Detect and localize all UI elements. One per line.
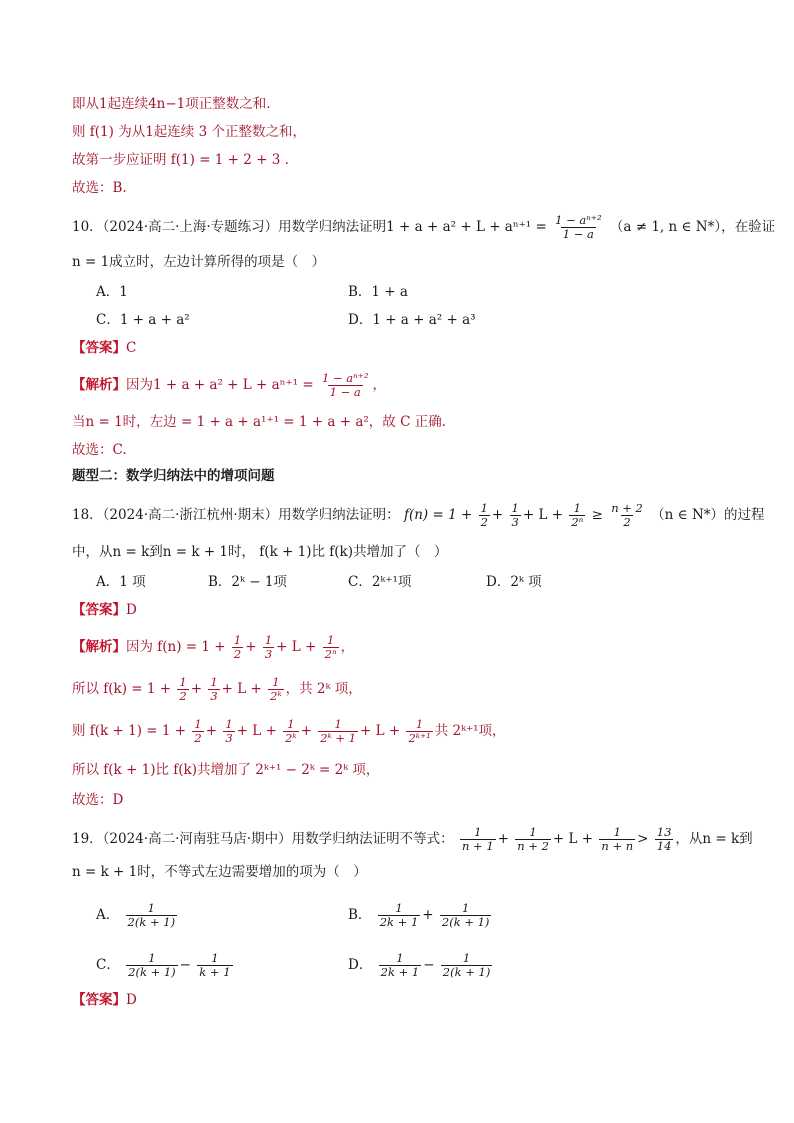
question-19-stem-line2: n = k + 1时，不等式左边需要增加的项为（ ） <box>72 864 367 880</box>
explanation-line: 【解析】因为1 + a + a² + L + aⁿ⁺¹ = $\frac{\text{1 − aⁿ⁺²}}{1 - a}$ ， <box>72 371 386 399</box>
question-18-stem: 18．（2024·高二·浙江杭州·期末）用数学归纳法证明： f(n) = 1 + $\frac{1}{2}$ + $\frac{1}{3}$ + L + $\frac{1}{\text{2ⁿ}}$ ≥ $\frac{n + 2}{2}$ （n ∈ N*）的过程 <box>72 501 765 529</box>
fraction: $\frac{\text{1 − aⁿ⁺²}}{1 - a}$ <box>321 371 369 399</box>
option-d: D．2ᵏ 项 <box>486 574 542 590</box>
answer-tag: 【答案】 <box>72 340 126 356</box>
explanation-line: 即从1起连续4n−1项正整数之和. <box>72 96 271 112</box>
answer-selection: 故选：B. <box>72 180 127 196</box>
question-10-stem: 10．（2024·高二·上海·专题练习）用数学归纳法证明1 + a + a² + L + aⁿ⁺¹ = $\frac{\text{1 − aⁿ⁺²}}{1 - a}$ （a ≠ 1, n ∈ N*），在验证 <box>72 213 776 241</box>
explanation-line: 则 f(1) 为从1起连续 3 个正整数之和， <box>72 124 306 140</box>
answer-selection: 故选：D <box>72 792 124 808</box>
explanation-line: 所以 f(k) = 1 + $\frac{1}{2}$ + $\frac{1}{3}$ + L + $\frac{1}{\text{2ᵏ}}$ ，共 2ᵏ 项， <box>72 675 362 703</box>
explanation-line: 故第一步应证明 f(1) = 1 + 2 + 3 . <box>72 152 289 168</box>
fraction: $\frac{\text{1 − aⁿ⁺²}}{1 - a}$ <box>555 213 602 241</box>
question-18-stem-line2: 中，从n = k到n = k + 1时， f(k + 1)比 f(k)共增加了（ ） <box>72 544 448 560</box>
option-a: A． $\frac{1}{2(k + 1)}$ <box>96 901 176 929</box>
explanation-line: 所以 f(k + 1)比 f(k)共增加了 2ᵏ⁺¹ − 2ᵏ = 2ᵏ 项， <box>72 762 380 778</box>
explanation-tag: 【解析】 <box>72 377 126 393</box>
explanation-tag: 【解析】 <box>72 639 126 655</box>
answer-line: 【答案】C <box>72 340 137 356</box>
answer-tag: 【答案】 <box>72 992 126 1008</box>
answer-selection: 故选：C. <box>72 442 127 458</box>
explanation-line: 【解析】因为 f(n) = 1 + $\frac{1}{2}$ + $\frac{1}{3}$ + L + $\frac{1}{\text{2ⁿ}}$ ， <box>72 633 355 661</box>
option-c: C． $\frac{1}{2(k + 1)}$ − $\frac{1}{k + 1}$ <box>96 951 231 979</box>
question-10-stem-line2: n = 1成立时，左边计算所得的项是（ ） <box>72 254 326 270</box>
answer-tag: 【答案】 <box>72 602 126 618</box>
option-b: B． $\frac{1}{2k + 1}$ + $\frac{1}{2(k + 1)}$ <box>348 901 490 929</box>
option-a: A．1 <box>96 284 128 300</box>
option-c: C．2ᵏ⁺¹项 <box>348 574 412 590</box>
option-b: B．2ᵏ − 1项 <box>208 574 287 590</box>
option-b: B．1 + a <box>348 284 408 300</box>
explanation-line: 则 f(k + 1) = 1 + $\frac{1}{2}$ + $\frac{1}{3}$ + L + $\frac{1}{\text{2ᵏ}}$ + $\frac{1}{\text{2ᵏ + 1}}$ + L + $\frac{1}{\text{2ᵏ⁺¹}}$ 共 2ᵏ⁺¹项， <box>72 717 506 745</box>
explanation-line: 当n = 1时，左边 = 1 + a + a¹⁺¹ = 1 + a + a²，故 C 正确. <box>72 414 446 430</box>
option-d: D．1 + a + a² + a³ <box>348 312 476 328</box>
section-heading: 题型二：数学归纳法中的增项问题 <box>72 468 275 484</box>
answer-line: 【答案】D <box>72 992 137 1008</box>
option-d: D． $\frac{1}{2k + 1}$ − $\frac{1}{2(k + 1)}$ <box>348 951 491 979</box>
answer-line: 【答案】D <box>72 602 137 618</box>
question-19-stem: 19．（2024·高二·河南驻马店·期中）用数学归纳法证明不等式： $\frac{1}{n + 1}$ + $\frac{1}{n + 2}$ + L + $\frac{1}{n + n}$ > $\frac{13}{14}$ ，从n = k到 <box>72 825 753 853</box>
option-c: C．1 + a + a² <box>96 312 190 328</box>
option-a: A．1 项 <box>96 574 146 590</box>
